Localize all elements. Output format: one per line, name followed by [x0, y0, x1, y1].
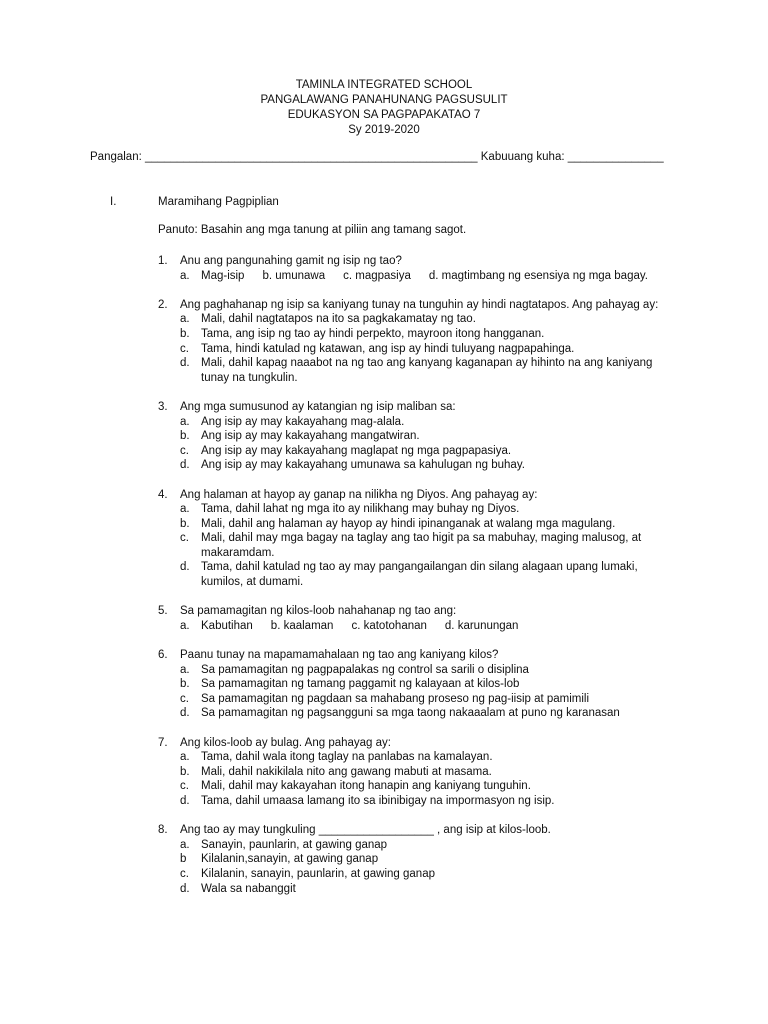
option-text: Sanayin, paunlarin, at gawing ganap — [201, 838, 388, 851]
question-text: Ang mga sumusunod ay katangian ng isip maliban sa: — [180, 400, 456, 413]
question-number: 7. — [158, 736, 168, 749]
option-text: Mali, dahil kapag naaabot na ng tao ang kanyang kaganapan ay hihinto na ang kaniyang tunay na tungkulin. — [201, 357, 653, 384]
option-text: Ang isip ay may kakayahang mangatwiran. — [201, 430, 420, 443]
section-number: I. — [110, 196, 117, 208]
option-letter: d. — [180, 794, 190, 807]
question-number: 1. — [158, 255, 168, 267]
question-item — [158, 823, 678, 896]
question-stem — [158, 648, 678, 663]
option-text: Mali, dahil ang halaman ay hayop ay hindi ipinanganak at walang mga magulang. — [201, 517, 616, 530]
option-item — [180, 706, 678, 721]
option-text: Ang isip ay may kakayahang umunawa sa kahulugan ng buhay. — [201, 459, 525, 472]
option-text: Sa pamamagitan ng pagpapalakas ng control sa sarili o disiplina — [201, 663, 529, 676]
option-item — [180, 342, 678, 357]
option-item — [180, 517, 678, 532]
option-letter: c. — [180, 532, 189, 545]
options-list — [158, 750, 678, 808]
question-stem — [158, 823, 678, 838]
question-number: 5. — [158, 605, 168, 618]
option-text: Mali, dahil nagtatapos na ito sa pagkakamatay ng tao. — [201, 313, 476, 326]
option-item — [180, 692, 678, 707]
option-text: Tama, ang isip ng tao ay hindi perpekto, mayroon itong hangganan. — [201, 327, 545, 340]
question-number: 4. — [158, 488, 168, 501]
instructions — [158, 224, 678, 236]
question-text: Paanu tunay na mapamamahalaan ng tao ang kaniyang kilos? — [180, 649, 499, 662]
option-letter: a. — [180, 619, 190, 632]
options-list — [158, 838, 678, 896]
option-letter: c. — [180, 867, 189, 880]
option-text: Kilalanin,sanayin, at gawing ganap — [201, 853, 379, 866]
option-item — [180, 312, 678, 327]
option-letter: b. — [180, 765, 190, 778]
inline-options — [158, 269, 678, 284]
question-item — [158, 488, 678, 590]
option-item — [180, 882, 678, 897]
option-letter: c. — [180, 692, 189, 705]
question-stem — [158, 400, 678, 415]
question-text: Ang tao ay may tungkuling __________________ , ang isip at kilos-loob. — [180, 824, 551, 837]
options-list — [158, 312, 678, 385]
question-stem — [158, 488, 678, 503]
option-item — [180, 852, 678, 867]
option-text: Tama, dahil katulad ng tao ay may pangangailangan din silang alagaan upang lumaki, kumilos, at dumami. — [201, 561, 638, 589]
question-item — [158, 604, 678, 633]
option-letter: a. — [180, 751, 190, 764]
name-score-line: Pangalan: ____________________________________________________ Kabuuang kuha: _______________ — [90, 151, 664, 163]
section-heading — [110, 196, 670, 208]
question-stem — [158, 736, 678, 751]
option-item — [180, 677, 678, 692]
option-text: c. magpasiya — [343, 269, 411, 282]
question-item — [158, 648, 678, 721]
question-stem — [158, 604, 678, 619]
option-item — [180, 750, 678, 765]
option-text: Tama, hindi katulad ng katawan, ang isp ay hindi tuluyang nagpapahinga. — [201, 342, 575, 355]
option-text: Sa pamamagitan ng pagdaan sa mahabang proseso ng pag-iisip at pamimili — [201, 692, 590, 705]
option-item — [180, 794, 678, 809]
option-item — [180, 765, 678, 780]
document-header — [0, 78, 768, 138]
option-item — [180, 838, 678, 853]
option-item — [180, 356, 678, 385]
option-text: Mali, dahil may kakayahan itong hanapin ang kaniyang tunguhin. — [201, 780, 531, 793]
question-text: Sa pamamagitan ng kilos-loob nahahanap ng tao ang: — [180, 605, 457, 618]
options-list — [158, 415, 678, 473]
option-text: Ang isip ay may kakayahang maglapat ng mga pagpapasiya. — [201, 444, 512, 457]
option-letter: b. — [180, 327, 190, 340]
option-text: b. umunawa — [262, 269, 326, 282]
question-number: 8. — [158, 824, 168, 837]
question-item — [158, 298, 678, 386]
question-number: 6. — [158, 649, 168, 662]
option-item — [180, 663, 678, 678]
question-text: Ang kilos-loob ay bulag. Ang pahayag ay: — [180, 736, 391, 749]
option-text: d. karunungan — [444, 619, 519, 632]
option-letter: b. — [180, 430, 190, 443]
option-text: Kilalanin, sanayin, paunlarin, at gawing ganap — [201, 867, 435, 880]
option-item — [180, 327, 678, 342]
option-text: Sa pamamagitan ng pagsangguni sa mga taong nakaaalam at puno ng karanasan — [201, 707, 620, 720]
subject-title: EDUKASYON SA PAGPAPAKATAO 7 — [287, 109, 481, 121]
option-text: Ang isip ay may kakayahang mag-alala. — [201, 415, 405, 428]
option-letter: a. — [180, 663, 190, 676]
option-item — [180, 779, 678, 794]
option-letter: d. — [180, 707, 190, 720]
question-text: Ang halaman at hayop ay ganap na nilikha ng Diyos. Ang pahayag ay: — [180, 488, 538, 501]
option-letter: d. — [180, 357, 190, 370]
option-letter: a. — [180, 503, 190, 516]
question-item — [158, 400, 678, 473]
option-letter: b. — [180, 517, 190, 530]
option-letter: a. — [180, 313, 190, 326]
option-item — [180, 415, 678, 430]
option-text: b. kaalaman — [270, 619, 334, 632]
options-list — [158, 502, 678, 590]
option-letter: c. — [180, 780, 189, 793]
inline-options — [158, 619, 678, 634]
option-letter: b — [180, 853, 187, 866]
option-item — [180, 560, 678, 589]
option-text: Tama, dahil wala itong taglay na panlabas na kamalayan. — [201, 751, 493, 764]
option-text: Wala sa nabanggit — [201, 882, 296, 895]
exam-title: PANGALAWANG PANAHUNANG PAGSUSULIT — [260, 94, 508, 106]
option-item — [180, 458, 678, 473]
section-title: Maramihang Pagpiplian — [158, 196, 279, 208]
school-name: TAMINLA INTEGRATED SCHOOL — [295, 79, 473, 91]
school-year: Sy 2019-2020 — [348, 124, 420, 136]
instructions-label: Panuto: — [158, 224, 198, 236]
option-item — [180, 444, 678, 459]
option-item — [180, 531, 678, 560]
option-text: c. katotohanan — [351, 619, 427, 632]
question-list — [158, 254, 678, 911]
question-text: Ang paghahanap ng isip sa kaniyang tunay na tunguhin ay hindi nagtatapos. Ang pahayag ay: — [180, 298, 659, 311]
question-stem — [158, 298, 678, 313]
option-item — [180, 867, 678, 882]
option-letter: a. — [180, 269, 190, 282]
option-letter: d. — [180, 882, 190, 895]
option-letter: c. — [180, 444, 189, 457]
option-text: Kabutihan — [201, 619, 253, 632]
option-text: Mali, dahil nakikilala nito ang gawang mabuti at masama. — [201, 765, 492, 778]
option-text: Tama, dahil lahat ng mga ito ay nilikhang may buhay ng Diyos. — [201, 503, 520, 516]
option-text: Sa pamamagitan ng tamang paggamit ng kalayaan at kilos-lob — [201, 678, 520, 691]
option-text: Mag-isip — [201, 269, 245, 282]
option-letter: a. — [180, 838, 190, 851]
question-item — [158, 736, 678, 809]
options-list — [158, 663, 678, 721]
option-letter: a. — [180, 415, 190, 428]
question-item — [158, 254, 678, 283]
option-item — [180, 429, 678, 444]
option-letter: b. — [180, 678, 190, 691]
question-text: Anu ang pangunahing gamit ng isip ng tao? — [180, 255, 402, 267]
question-number: 2. — [158, 298, 168, 311]
instructions-text: Basahin ang mga tanung at piliin ang tamang sagot. — [197, 224, 467, 236]
option-letter: d. — [180, 561, 190, 574]
option-letter: c. — [180, 342, 189, 355]
question-number: 3. — [158, 400, 168, 413]
question-stem — [158, 254, 678, 269]
option-text: d. magtimbang ng esensiya ng mga bagay. — [428, 269, 648, 282]
option-text: Mali, dahil may mga bagay na taglay ang tao higit pa sa mabuhay, maging malusog, at makaramdam. — [201, 532, 642, 559]
option-text: Tama, dahil umaasa lamang ito sa ibinibigay na impormasyon ng isip. — [201, 794, 555, 807]
option-item — [180, 502, 678, 517]
option-letter: d. — [180, 459, 190, 472]
